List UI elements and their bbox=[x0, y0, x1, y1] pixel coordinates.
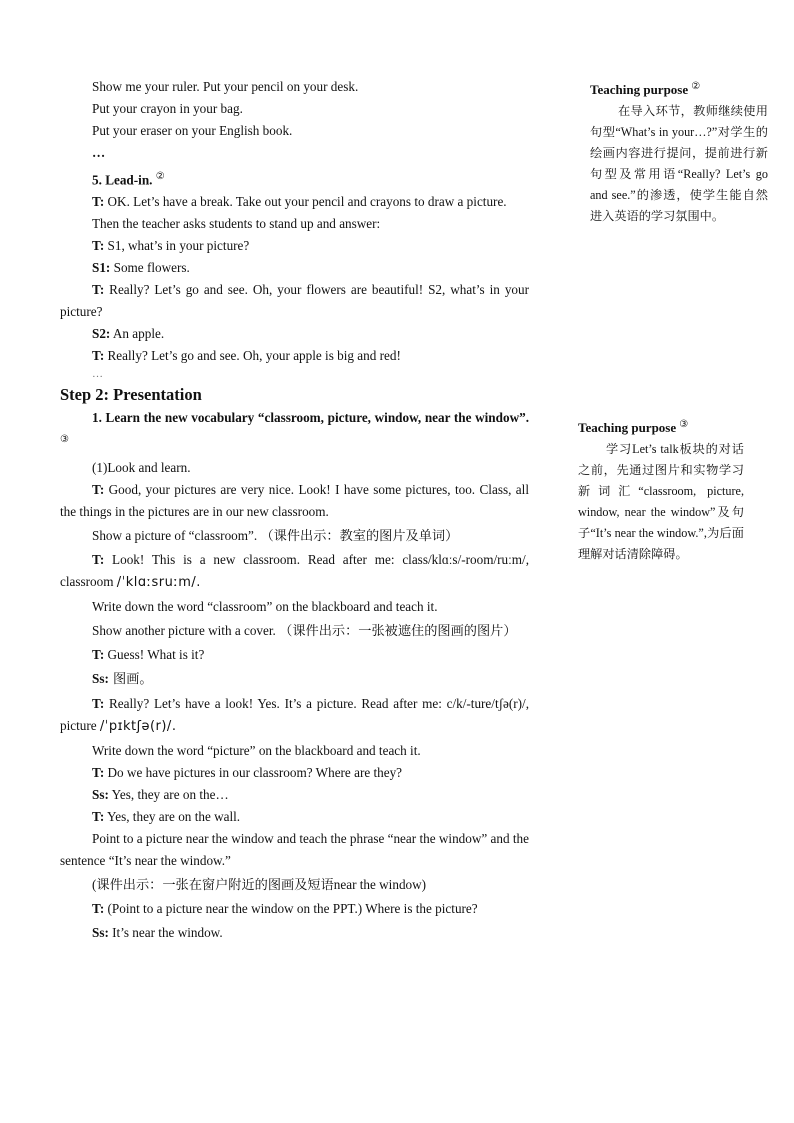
dialogue-line bbox=[60, 693, 529, 738]
speaker-label: T: bbox=[92, 481, 105, 497]
ipa-classroom: /ˈklɑːsruːm/. bbox=[116, 574, 201, 590]
note-body: 学习Let’s talk板块的对话之前，先通过图片和实物学习新词汇“classroom, picture, window, near the window”及句子“It’s near the window.”,为后面理解对话清除障碍。 bbox=[578, 442, 744, 562]
text-line: (课件出示：一张在窗户附近的图画及短语near the window) bbox=[92, 876, 427, 892]
note-title: Teaching purpose bbox=[590, 82, 689, 98]
dialogue-text: (Point to a picture near the window on the PPT.) Where is the picture? bbox=[104, 900, 478, 916]
note-marker: ② bbox=[155, 171, 165, 182]
dialogue-text: … bbox=[92, 368, 103, 381]
note-marker: ② bbox=[691, 81, 701, 92]
step2-heading: Step 2: Presentation bbox=[60, 385, 202, 405]
dialogue-text: Yes, they are on the… bbox=[108, 786, 229, 802]
text-line: (1)Look and learn. bbox=[92, 459, 191, 475]
speaker-label: T: bbox=[92, 695, 105, 711]
speaker-label: T: bbox=[92, 764, 105, 780]
speaker-label: Ss: bbox=[92, 786, 109, 802]
teaching-purpose-note-2 bbox=[578, 414, 744, 565]
speaker-label: T: bbox=[92, 194, 105, 210]
leadin-heading-line bbox=[60, 166, 529, 191]
dialogue-line bbox=[60, 191, 529, 213]
dialogue-text: Good, your pictures are very nice. Look! I have some pictures, too. Class, all the things in the pictures are in our new classroom. bbox=[60, 481, 529, 519]
speaker-label: T: bbox=[92, 808, 105, 824]
dialogue-text: 图画。 bbox=[108, 671, 153, 687]
text-line: Show me your ruler. Put your pencil on your desk. bbox=[92, 79, 359, 94]
dialogue-text: Look! This is a new classroom. Read after me: class/klɑːs/-room/ruːm/, classroom bbox=[60, 551, 529, 589]
dialogue-line bbox=[60, 762, 529, 784]
text-line: Show another picture with a cover. （课件出示：一张被遮住的图画的图片） bbox=[92, 622, 517, 638]
dialogue-line bbox=[60, 784, 529, 806]
speaker-label: T: bbox=[92, 900, 105, 916]
dialogue-line bbox=[60, 549, 529, 594]
speaker-label: T: bbox=[92, 238, 105, 254]
dialogue-line bbox=[60, 257, 529, 279]
dialogue-text: Guess! What is it? bbox=[104, 646, 205, 662]
dialogue-text: Really? Let’s have a look! Yes. It’s a picture. Read after me: c/k/-ture/tʃə(r)/, picture bbox=[60, 695, 529, 733]
speaker-label: Ss: bbox=[92, 924, 109, 940]
dialogue-text: Then the teacher asks students to stand up and answer: bbox=[92, 216, 381, 232]
dialogue-line bbox=[60, 279, 529, 323]
note-title-line bbox=[578, 414, 744, 439]
dialogue-line bbox=[60, 235, 529, 257]
speaker-label: T: bbox=[92, 646, 105, 662]
dialogue-text: Yes, they are on the wall. bbox=[104, 808, 241, 824]
dialogue-line bbox=[60, 644, 529, 666]
note-title-line bbox=[590, 76, 768, 101]
note-title: Teaching purpose bbox=[578, 420, 677, 436]
dialogue-text: It’s near the window. bbox=[108, 924, 223, 940]
dialogue-text: An apple. bbox=[110, 326, 165, 342]
dialogue-text: Really? Let’s go and see. Oh, your apple is big and red! bbox=[104, 348, 401, 364]
dialogue-text: S1, what’s in your picture? bbox=[104, 238, 250, 254]
lesson-plan-main bbox=[60, 76, 529, 944]
text-line: Point to a picture near the window and teach the phrase “near the window” and the sentence “It’s near the window.” bbox=[60, 830, 529, 868]
dialogue-line bbox=[60, 323, 529, 345]
dialogue-line bbox=[60, 668, 529, 691]
dialogue-text: Really? Let’s go and see. Oh, your flowers are beautiful! S2, what’s in your picture? bbox=[60, 282, 529, 320]
dialogue-line bbox=[60, 806, 529, 828]
dialogue-line bbox=[60, 367, 529, 381]
dialogue-line bbox=[60, 345, 529, 367]
note-marker: ③ bbox=[679, 419, 689, 430]
dialogue-text: Do we have pictures in our classroom? Where are they? bbox=[104, 764, 403, 780]
speaker-label: S1: bbox=[92, 260, 111, 276]
dialogue-text: Some flowers. bbox=[110, 260, 190, 276]
text-line: … bbox=[92, 145, 107, 160]
dialogue-line bbox=[60, 898, 529, 920]
dialogue-line bbox=[60, 922, 529, 944]
speaker-label: Ss: bbox=[92, 670, 109, 686]
ipa-picture: /ˈpɪktʃə(r)/. bbox=[99, 718, 177, 734]
speaker-label: T: bbox=[92, 348, 105, 364]
text-line: Write down the word “classroom” on the blackboard and teach it. bbox=[92, 598, 438, 614]
text-line: Put your eraser on your English book. bbox=[92, 123, 293, 138]
speaker-label: T: bbox=[92, 551, 105, 567]
speaker-label: T: bbox=[92, 282, 105, 298]
text-line: Put your crayon in your bag. bbox=[92, 101, 243, 116]
dialogue-line bbox=[60, 479, 529, 523]
speaker-label: S2: bbox=[92, 326, 111, 342]
vocab-heading-line bbox=[60, 407, 529, 454]
text-line: Write down the word “picture” on the blackboard and teach it. bbox=[92, 742, 421, 758]
dialogue-text: OK. Let’s have a break. Take out your pencil and crayons to draw a picture. bbox=[104, 194, 507, 210]
teaching-purpose-note-1 bbox=[590, 76, 768, 227]
text-line: Show a picture of “classroom”. （课件出示：教室的图片及单词） bbox=[92, 527, 459, 543]
note-marker: ③ bbox=[60, 434, 69, 446]
note-body: 在导入环节，教师继续使用句型“What’s in your…?”对学生的绘画内容进行提问，提前进行新句型及常用语“Really? Let’s go and see.”的渗透，使学生能自然进入英语的学习氛围中。 bbox=[590, 104, 768, 224]
leadin-heading: 5. Lead-in. bbox=[92, 172, 153, 188]
dialogue-line bbox=[60, 213, 529, 235]
vocab-heading: 1. Learn the new vocabulary “classroom, picture, window, near the window”. bbox=[92, 410, 529, 426]
